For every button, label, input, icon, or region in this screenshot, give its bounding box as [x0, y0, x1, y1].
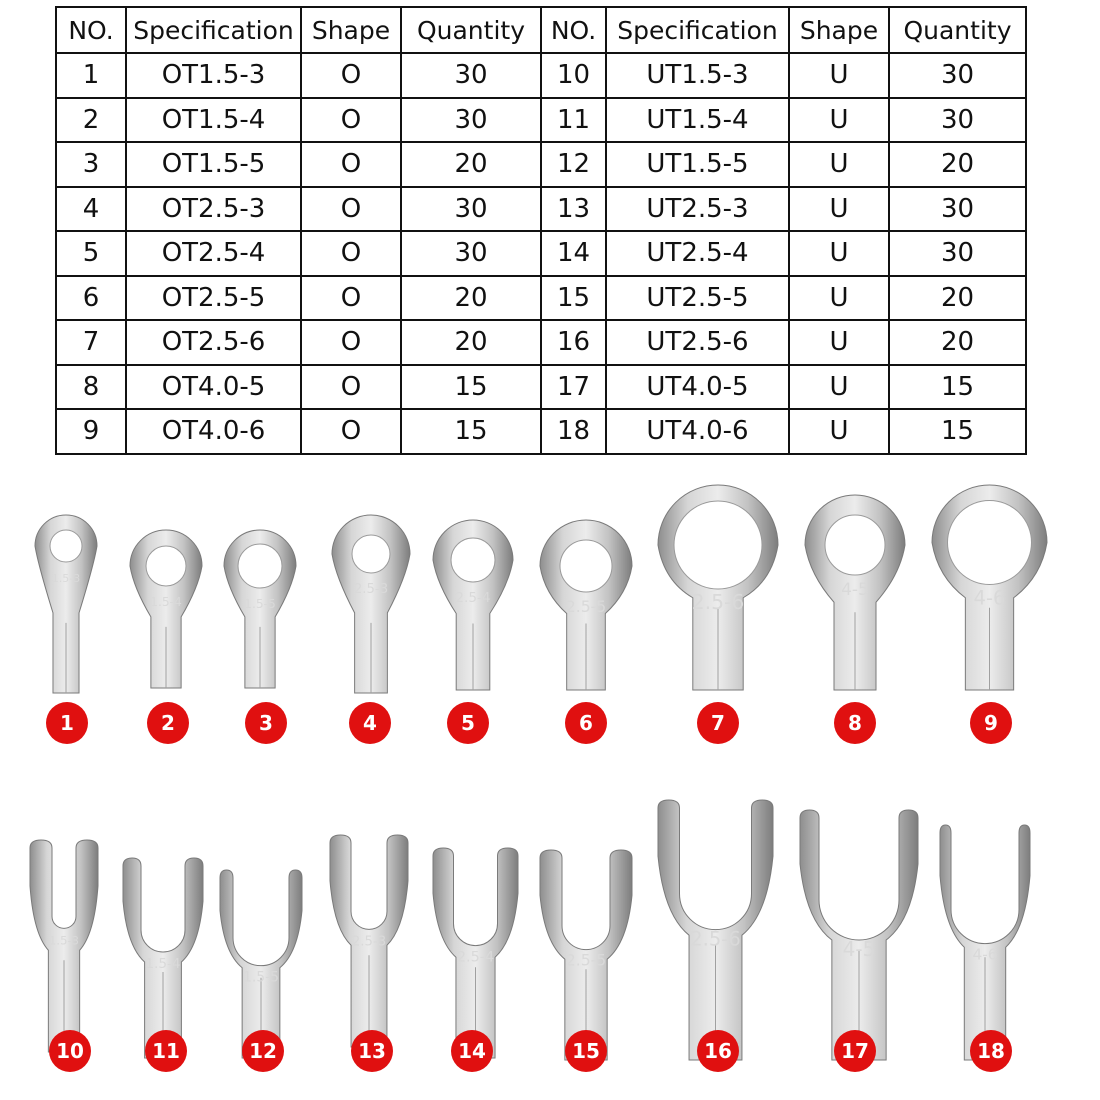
ring-terminal: [35, 515, 97, 693]
ring-terminal: [540, 520, 632, 690]
cell-no: 7: [56, 320, 126, 365]
table-row: [56, 187, 1026, 232]
cell-specification: UT2.5-3: [606, 187, 789, 232]
cell-no: 16: [541, 320, 606, 365]
ring-terminal: [332, 515, 410, 693]
cell-no: 6: [56, 276, 126, 321]
terminal-stamp: 2.5-5: [565, 597, 607, 616]
cell-specification: OT2.5-6: [126, 320, 301, 365]
cell-quantity: 30: [401, 231, 541, 276]
cell-quantity: 30: [889, 98, 1026, 143]
terminal-number-badge: 17: [834, 1030, 876, 1072]
ring-terminal: [224, 530, 296, 688]
cell-shape: O: [301, 231, 401, 276]
header-shape: Shape: [301, 7, 401, 53]
terminal-stamp: 1.5-5: [244, 597, 276, 611]
terminal-number-badge: 1: [46, 702, 88, 744]
cell-quantity: 15: [889, 365, 1026, 410]
cell-shape: U: [789, 187, 889, 232]
fork-terminal: [433, 848, 518, 1058]
terminal-stamp: 2.5-4: [455, 590, 491, 606]
cell-quantity: 30: [401, 53, 541, 98]
fork-terminal: [123, 858, 203, 1058]
cell-shape: O: [301, 98, 401, 143]
cell-shape: U: [789, 53, 889, 98]
ring-terminal: [130, 530, 202, 688]
specification-table: [55, 6, 1027, 455]
cell-shape: U: [789, 365, 889, 410]
terminal-number-badge: 4: [349, 702, 391, 744]
terminal-number-badge: 9: [970, 702, 1012, 744]
table-row: [56, 365, 1026, 410]
terminal-number-badge: 14: [451, 1030, 493, 1072]
fork-terminal-row: [0, 790, 1100, 1090]
cell-shape: O: [301, 409, 401, 454]
header-no: NO.: [541, 7, 606, 53]
header-quantity: Quantity: [889, 7, 1026, 53]
cell-specification: OT2.5-5: [126, 276, 301, 321]
cell-specification: OT2.5-4: [126, 231, 301, 276]
terminal-stamp: 2.5-5: [565, 950, 607, 970]
cell-shape: O: [301, 365, 401, 410]
cell-shape: O: [301, 276, 401, 321]
cell-quantity: 30: [401, 98, 541, 143]
terminal-number-badge: 13: [351, 1030, 393, 1072]
cell-no: 5: [56, 231, 126, 276]
fork-terminal: [30, 840, 98, 1052]
cell-specification: OT4.0-5: [126, 365, 301, 410]
cell-no: 9: [56, 409, 126, 454]
table-row: [56, 276, 1026, 321]
terminal-number-badge: 10: [49, 1030, 91, 1072]
cell-shape: U: [789, 320, 889, 365]
cell-quantity: 20: [889, 276, 1026, 321]
fork-terminal: [940, 825, 1030, 1060]
cell-specification: OT1.5-4: [126, 98, 301, 143]
terminal-stamp: 1.5-3: [49, 933, 79, 948]
cell-specification: UT1.5-4: [606, 98, 789, 143]
terminal-number-badge: 16: [697, 1030, 739, 1072]
cell-no: 11: [541, 98, 606, 143]
terminal-stamp: 2.5-6: [691, 590, 745, 614]
cell-no: 2: [56, 98, 126, 143]
cell-shape: U: [789, 98, 889, 143]
ring-terminal: [658, 485, 778, 690]
table-row: [56, 53, 1026, 98]
ring-terminal: [932, 485, 1047, 690]
cell-quantity: 20: [889, 320, 1026, 365]
cell-specification: OT1.5-5: [126, 142, 301, 187]
cell-no: 1: [56, 53, 126, 98]
cell-no: 14: [541, 231, 606, 276]
cell-shape: O: [301, 320, 401, 365]
terminal-stamp: 1.5-5: [242, 969, 280, 986]
cell-specification: UT4.0-6: [606, 409, 789, 454]
cell-shape: O: [301, 142, 401, 187]
terminal-stamp: 2.5-3: [351, 934, 387, 950]
cell-shape: U: [789, 231, 889, 276]
ring-terminal-row: [0, 470, 1100, 780]
cell-quantity: 20: [401, 276, 541, 321]
fork-terminal: [330, 835, 408, 1047]
terminal-stamp: 1.5-4: [150, 595, 182, 609]
cell-specification: UT2.5-6: [606, 320, 789, 365]
terminal-stamp: 4-6: [972, 945, 998, 964]
cell-quantity: 30: [401, 187, 541, 232]
cell-shape: U: [789, 276, 889, 321]
cell-specification: OT2.5-3: [126, 187, 301, 232]
fork-terminal: [540, 850, 632, 1060]
cell-specification: OT1.5-3: [126, 53, 301, 98]
terminal-number-badge: 3: [245, 702, 287, 744]
terminal-stamp: 4-6: [973, 586, 1006, 610]
cell-specification: UT2.5-4: [606, 231, 789, 276]
terminal-number-badge: 12: [242, 1030, 284, 1072]
header-shape: Shape: [789, 7, 889, 53]
cell-quantity: 30: [889, 53, 1026, 98]
cell-no: 13: [541, 187, 606, 232]
cell-specification: UT1.5-5: [606, 142, 789, 187]
terminal-stamp: 2.5-4: [456, 949, 495, 966]
cell-no: 10: [541, 53, 606, 98]
ring-terminal: [433, 520, 513, 690]
terminal-stamp: 2.5-3: [353, 582, 389, 597]
cell-quantity: 15: [401, 409, 541, 454]
cell-quantity: 15: [401, 365, 541, 410]
cell-no: 17: [541, 365, 606, 410]
table-row: [56, 231, 1026, 276]
cell-specification: UT1.5-3: [606, 53, 789, 98]
cell-no: 12: [541, 142, 606, 187]
cell-quantity: 20: [401, 320, 541, 365]
cell-specification: OT4.0-6: [126, 409, 301, 454]
cell-no: 4: [56, 187, 126, 232]
table-row: [56, 320, 1026, 365]
terminal-number-badge: 18: [970, 1030, 1012, 1072]
fork-terminal: [658, 800, 773, 1060]
terminal-stamp: 2.5-6: [690, 927, 741, 951]
terminal-number-badge: 6: [565, 702, 607, 744]
cell-no: 8: [56, 365, 126, 410]
cell-quantity: 30: [889, 187, 1026, 232]
table-row: [56, 142, 1026, 187]
cell-quantity: 20: [889, 142, 1026, 187]
header-quantity: Quantity: [401, 7, 541, 53]
terminal-stamp: 1.5-3: [51, 572, 81, 585]
cell-shape: O: [301, 53, 401, 98]
header-specification: Specification: [606, 7, 789, 53]
cell-quantity: 20: [401, 142, 541, 187]
terminal-number-badge: 11: [145, 1030, 187, 1072]
cell-specification: UT4.0-5: [606, 365, 789, 410]
table-row: [56, 409, 1026, 454]
terminal-number-badge: 15: [565, 1030, 607, 1072]
terminal-number-badge: 2: [147, 702, 189, 744]
cell-quantity: 15: [889, 409, 1026, 454]
ring-terminal: [805, 495, 905, 690]
terminal-number-badge: 5: [447, 702, 489, 744]
cell-shape: O: [301, 187, 401, 232]
cell-quantity: 30: [889, 231, 1026, 276]
cell-no: 18: [541, 409, 606, 454]
fork-terminal: [800, 810, 918, 1060]
cell-shape: U: [789, 409, 889, 454]
cell-no: 3: [56, 142, 126, 187]
header-no: NO.: [56, 7, 126, 53]
cell-specification: UT2.5-5: [606, 276, 789, 321]
table-header-row: [56, 7, 1026, 53]
terminal-stamp: 1.5-4: [145, 956, 181, 972]
terminal-number-badge: 8: [834, 702, 876, 744]
header-specification: Specification: [126, 7, 301, 53]
table-row: [56, 98, 1026, 143]
cell-no: 15: [541, 276, 606, 321]
terminal-stamp: 4-5: [842, 937, 876, 961]
cell-shape: U: [789, 142, 889, 187]
terminal-stamp: 4-5: [841, 580, 869, 600]
terminal-number-badge: 7: [697, 702, 739, 744]
